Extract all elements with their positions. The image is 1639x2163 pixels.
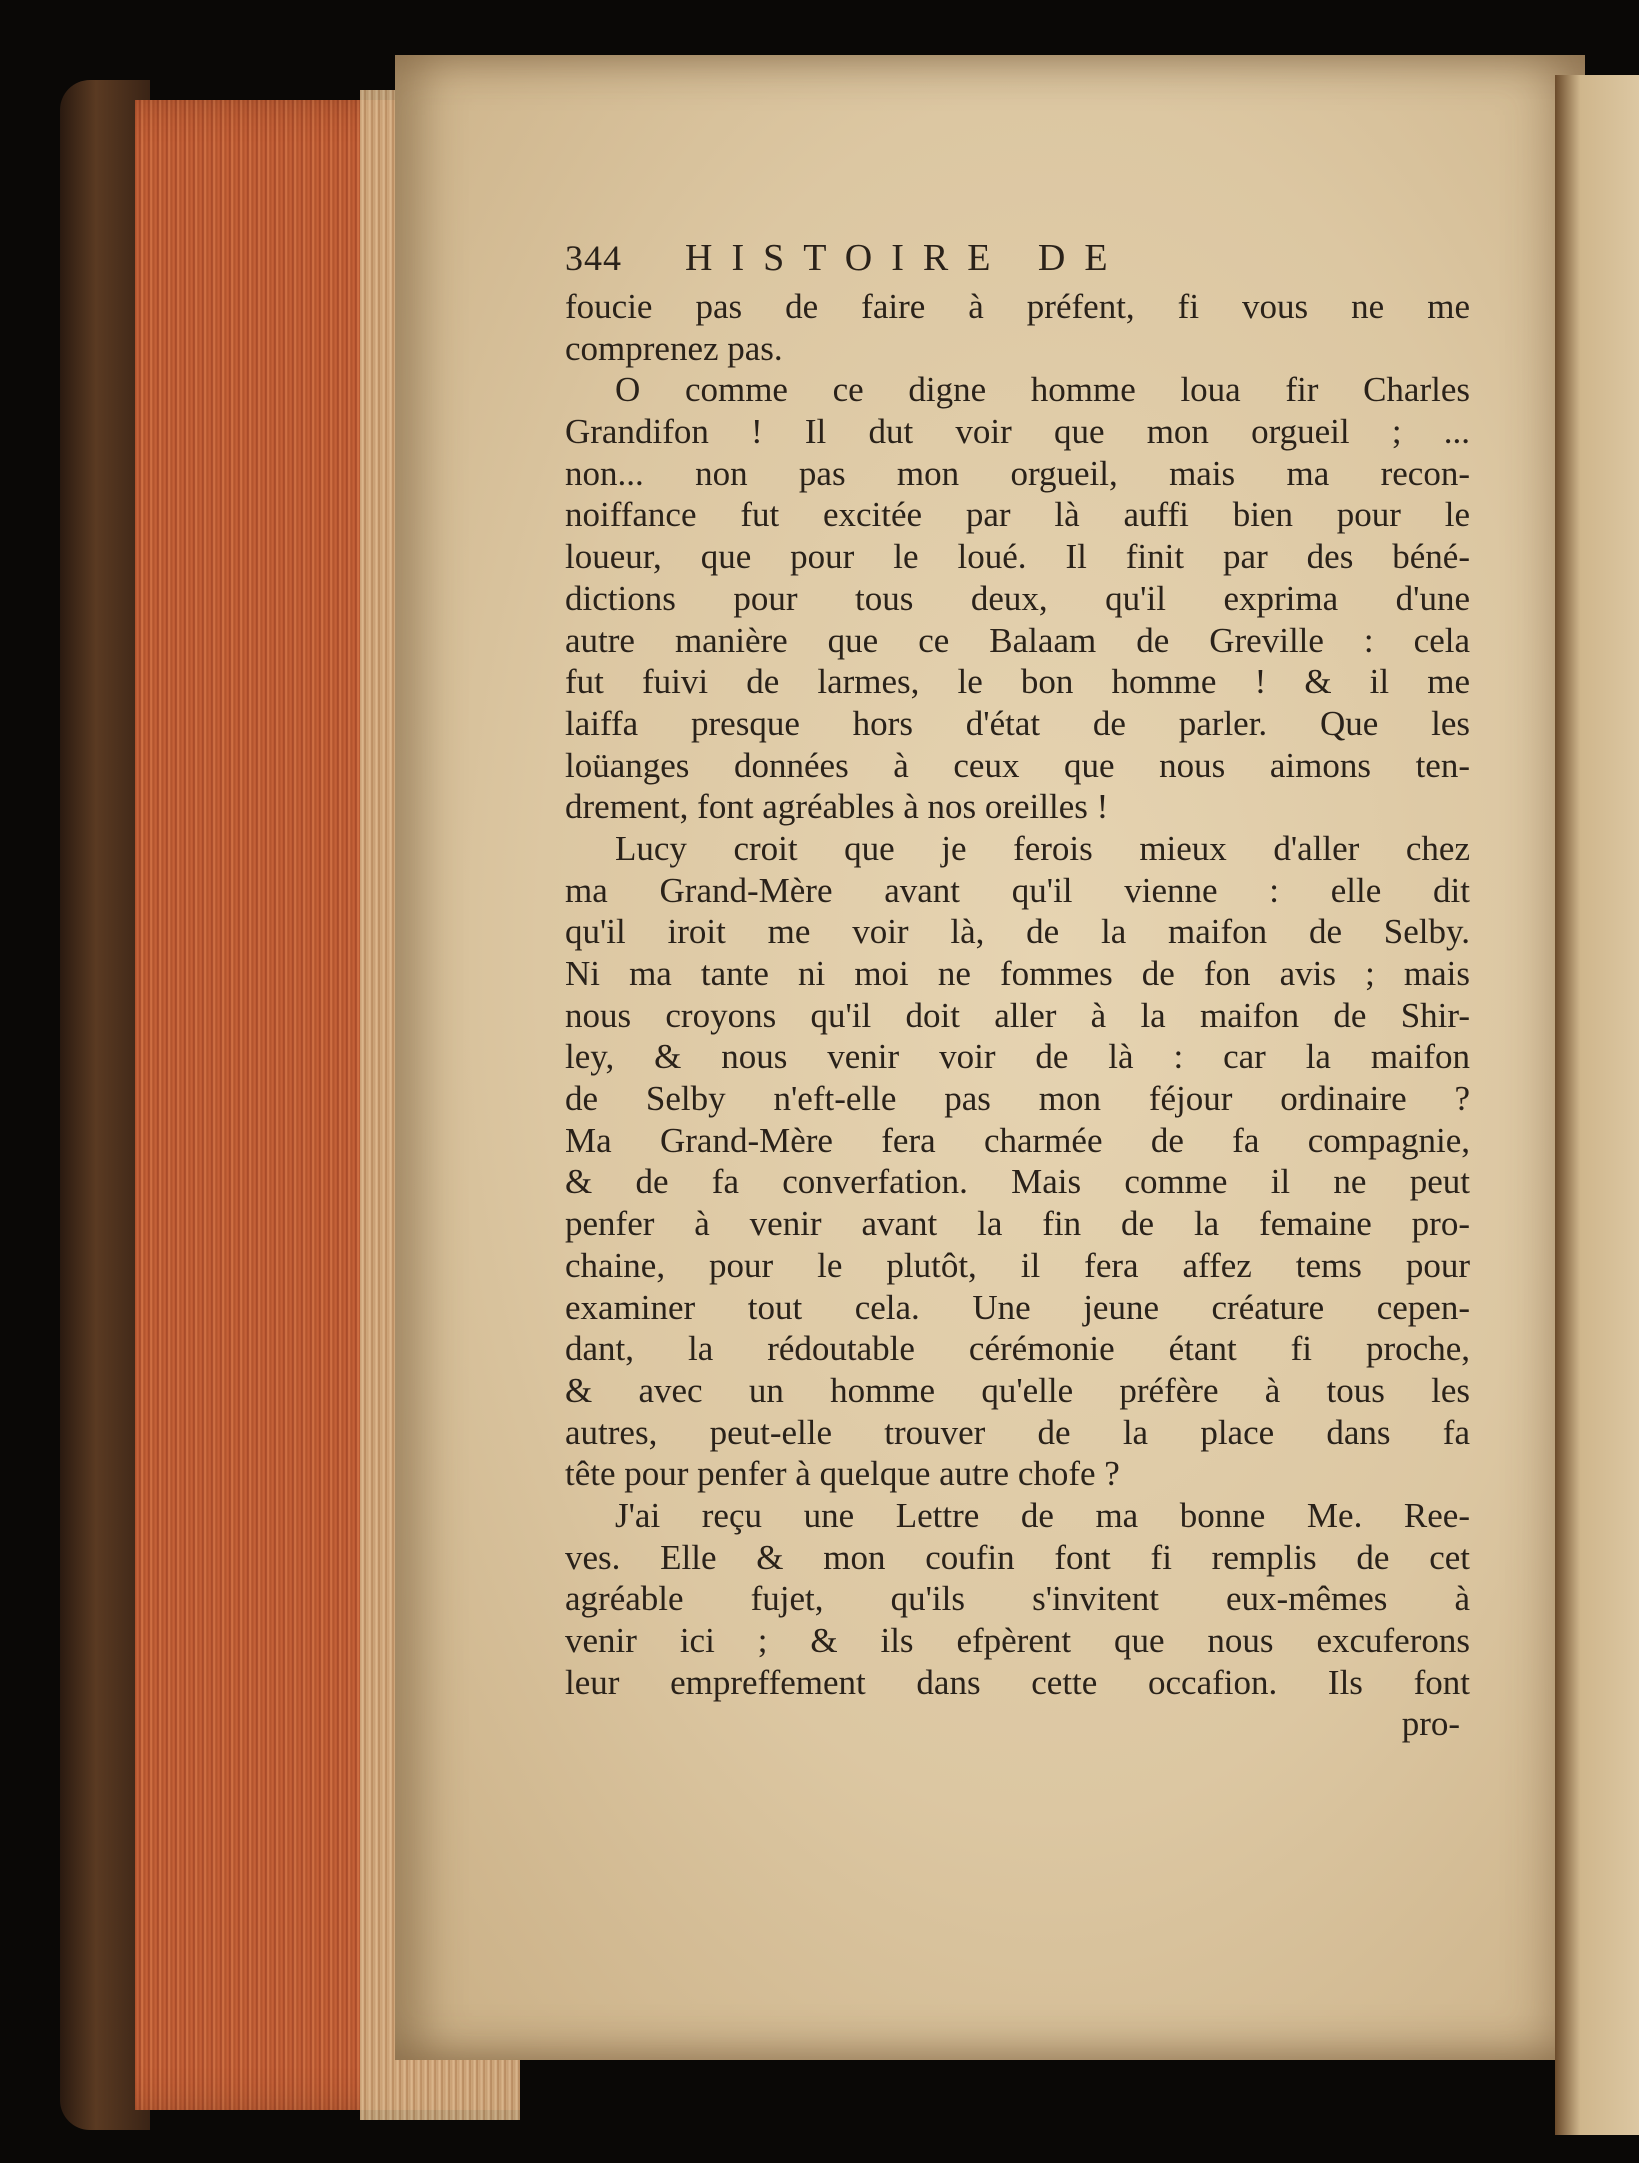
text-line: ves. Elle & mon coufin font fi remplis de cet	[565, 1537, 1470, 1577]
text-line: noiffance fut excitée par là auffi bien pour le	[565, 495, 1470, 535]
text-line: dictions pour tous deux, qu'il exprima d'une	[565, 578, 1470, 618]
text-line: dant, la rédoutable cérémonie étant fi proche,	[565, 1329, 1470, 1369]
text-line: examiner tout cela. Une jeune créature cepen-	[565, 1287, 1470, 1327]
text-line: drement, font agréables à nos oreilles !	[565, 787, 1109, 827]
text-line: non... non pas mon orgueil, mais ma recon-	[565, 453, 1470, 493]
text-line: & de fa converfation. Mais comme il ne peut	[565, 1162, 1470, 1202]
text-line: autre manière que ce Balaam de Greville : cela	[565, 620, 1470, 660]
text-line: Grandifon ! Il dut voir que mon orgueil ; ...	[565, 412, 1470, 452]
text-line: Lucy croit que je ferois mieux d'aller chez	[615, 828, 1470, 868]
text-line: J'ai reçu une Lettre de ma bonne Me. Ree-	[615, 1495, 1470, 1535]
text-line: O comme ce digne homme loua fir Charles	[615, 370, 1470, 410]
text-line: autres, peut-elle trouver de la place dans fa	[565, 1412, 1470, 1452]
page-text	[565, 236, 1470, 1745]
text-line: chaine, pour le plutôt, il fera affez tems pour	[565, 1245, 1470, 1285]
text-line: & avec un homme qu'elle préfère à tous les	[565, 1370, 1470, 1410]
text-line: Ma Grand-Mère fera charmée de fa compagnie,	[565, 1120, 1470, 1160]
text-line: laiffa presque hors d'état de parler. Que les	[565, 703, 1470, 743]
text-line: ma Grand-Mère avant qu'il vienne : elle dit	[565, 870, 1470, 910]
catchword: pro-	[1401, 1704, 1460, 1744]
text-line: comprenez pas.	[565, 328, 783, 368]
text-line: fut fuivi de larmes, le bon homme ! & il me	[565, 662, 1470, 702]
text-line: foucie pas de faire à préfent, fi vous ne me	[565, 287, 1470, 326]
page-number: 344	[565, 238, 622, 278]
text-line: loueur, que pour le loué. Il finit par des béné-	[565, 537, 1470, 577]
text-line: loüanges données à ceux que nous aimons ten-	[565, 745, 1470, 785]
text-line: nous croyons qu'il doit aller à la maifon de Shir-	[565, 995, 1470, 1035]
text-line: qu'il iroit me voir là, de la maifon de Selby.	[565, 912, 1470, 952]
text-line: leur empreffement dans cette occafion. Ils font	[565, 1662, 1470, 1702]
facing-page-edge	[1555, 75, 1639, 2135]
text-line: penfer à venir avant la fin de la femaine pro-	[565, 1204, 1470, 1244]
text-line: ley, & nous venir voir de là : car la maifon	[565, 1037, 1470, 1077]
text-line: Ni ma tante ni moi ne fommes de fon avis ; mais	[565, 954, 1470, 993]
running-head: HISTOIRE DE	[685, 237, 1127, 279]
page-header	[565, 236, 1470, 286]
text-line: tête pour penfer à quelque autre chofe ?	[565, 1454, 1120, 1494]
text-line: de Selby n'eft-elle pas mon féjour ordinaire ?	[565, 1079, 1470, 1119]
body-text	[565, 286, 1470, 1703]
text-line: agréable fujet, qu'ils s'invitent eux-mêmes à	[565, 1579, 1470, 1619]
text-line: venir ici ; & ils efpèrent que nous excuferons	[565, 1621, 1470, 1660]
